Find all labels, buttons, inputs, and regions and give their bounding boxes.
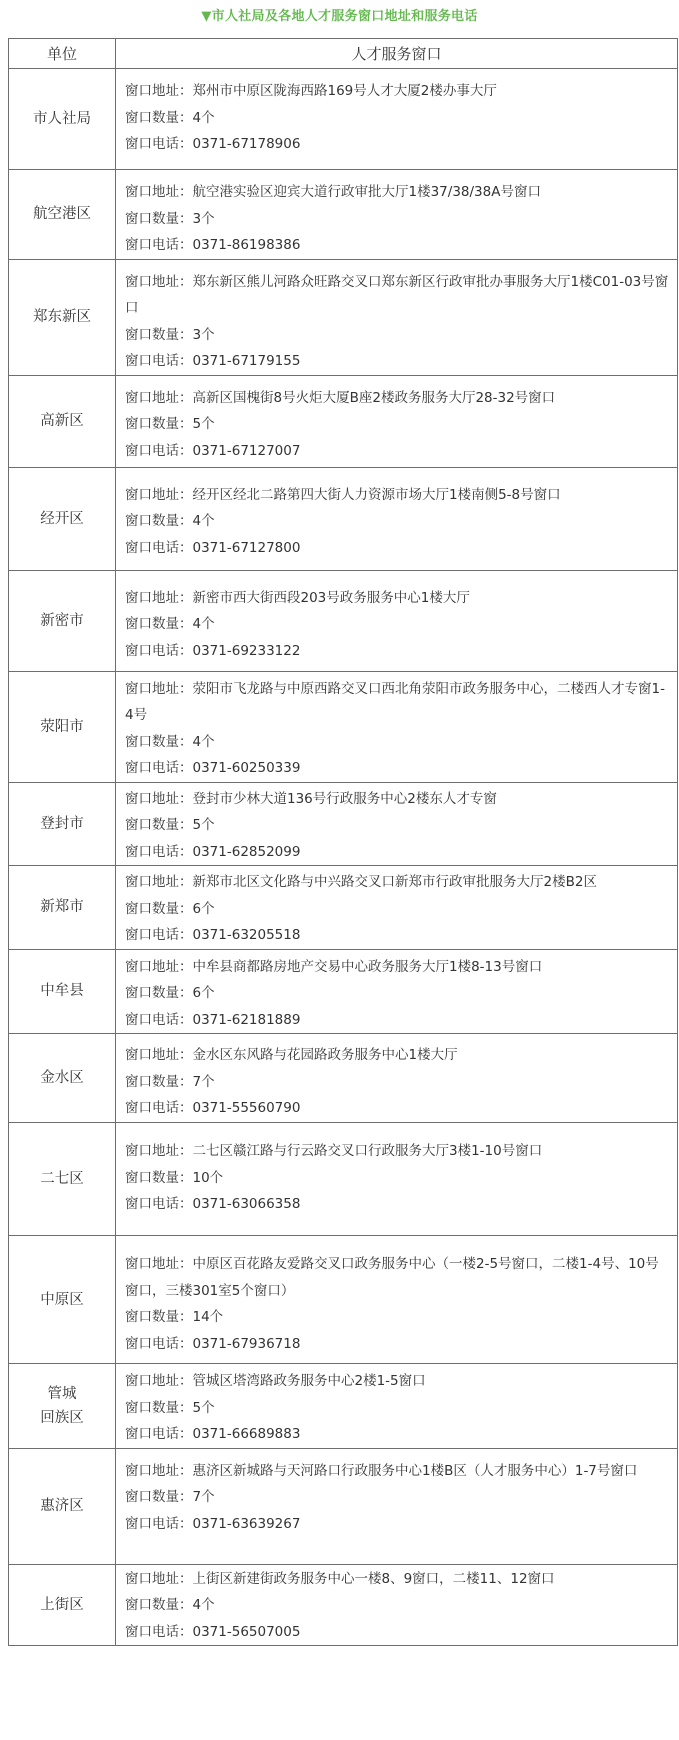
window-address-value: 新密市西大街西段203号政务服务中心1楼大厅: [192, 589, 470, 606]
window-count-label: 窗口数量：: [125, 1399, 193, 1416]
window-info-cell: [116, 69, 678, 170]
unit-name: 郑东新区: [33, 309, 91, 325]
window-address-value: 惠济区新城路与天河路口行政服务中心1楼B区（人才服务中心）1-7号窗口: [192, 1462, 638, 1479]
table-row: [9, 69, 678, 170]
window-phone-label: 窗口电话：: [125, 642, 193, 659]
window-info-cell: [116, 1564, 678, 1646]
window-count-value: 4个: [192, 109, 215, 126]
window-count: [125, 105, 669, 132]
window-count-label: 窗口数量：: [125, 1073, 193, 1090]
window-address-value: 中牟县商都路房地产交易中心政务服务大厅1楼8-13号窗口: [192, 958, 543, 975]
window-address-label: 窗口地址：: [125, 1373, 193, 1389]
window-phone-label: 窗口电话：: [125, 927, 193, 943]
window-phone: [125, 232, 669, 259]
window-address: [125, 482, 669, 509]
window-phone: [125, 638, 669, 665]
window-address-value: 高新区国槐街8号火炬大厦B座2楼政务服务大厅28-32号窗口: [192, 389, 556, 406]
window-count-value: 4个: [192, 1597, 215, 1613]
window-address-label: 窗口地址：: [125, 1462, 193, 1479]
table-row: [9, 782, 678, 866]
unit-name: 二七区: [40, 1171, 84, 1187]
window-count: [125, 729, 669, 756]
window-info-cell: [116, 671, 678, 782]
window-count-value: 7个: [192, 1489, 215, 1505]
window-phone: [125, 438, 669, 465]
window-count-value: 3个: [192, 210, 215, 227]
window-phone-label: 窗口电话：: [125, 136, 193, 152]
window-address: [125, 78, 669, 105]
unit-name: 新郑市: [40, 899, 84, 916]
window-phone-label: 窗口电话：: [125, 1623, 193, 1640]
window-count-label: 窗口数量：: [125, 733, 193, 750]
window-address-value: 中原区百花路友爱路交叉口政务服务中心（一楼2-5号窗口，二楼1-4号、10号窗口，三楼301室5个窗口）: [125, 1256, 659, 1299]
window-phone-value: 0371-69233122: [192, 642, 301, 659]
window-info-cell: [116, 1123, 678, 1236]
unit-name-line2: 回族区: [40, 1409, 84, 1426]
table-row: [9, 671, 678, 782]
window-phone-value: 0371-67127800: [192, 539, 301, 556]
unit-cell: [9, 1123, 116, 1236]
table-row: [9, 1034, 678, 1123]
window-phone-value: 0371-60250339: [192, 760, 301, 776]
window-info-cell: [116, 570, 678, 671]
window-count-label: 窗口数量：: [125, 1489, 193, 1505]
table-row: [9, 467, 678, 570]
unit-name: 新密市: [40, 612, 84, 629]
window-phone-value: 0371-63639267: [192, 1515, 301, 1532]
window-address: [125, 1138, 669, 1165]
window-phone-value: 0371-62852099: [192, 843, 301, 860]
window-count: [125, 322, 669, 349]
unit-cell: [9, 949, 116, 1034]
window-count-label: 窗口数量：: [125, 616, 193, 632]
window-info-cell: [116, 1364, 678, 1449]
unit-name: 上街区: [40, 1596, 84, 1613]
window-phone: [125, 755, 669, 782]
window-count: [125, 812, 669, 839]
window-phone: [125, 535, 669, 562]
table-row: [9, 259, 678, 375]
window-phone: [125, 1331, 669, 1358]
window-address-label: 窗口地址：: [125, 958, 193, 975]
unit-name: 登封市: [40, 815, 84, 832]
table-row: [9, 1448, 678, 1564]
window-phone-value: 0371-62181889: [192, 1011, 301, 1028]
window-count: [125, 508, 669, 535]
service-window-table: [8, 38, 678, 1646]
window-address-label: 窗口地址：: [125, 1143, 193, 1159]
window-count: [125, 1304, 669, 1331]
table-row: [9, 949, 678, 1034]
table-row: [9, 170, 678, 260]
window-phone-value: 0371-63066358: [192, 1196, 301, 1212]
window-count-value: 4个: [192, 616, 215, 632]
window-address: [125, 786, 669, 813]
window-address-value: 郑东新区熊儿河路众旺路交叉口郑东新区行政审批办事服务大厅1楼C01-03号窗口: [125, 273, 669, 316]
unit-name: 市人社局: [33, 111, 91, 127]
window-phone-value: 0371-67936718: [192, 1335, 301, 1352]
window-address-value: 新郑市北区文化路与中兴路交叉口新郑市行政审批服务大厅2楼B2区: [192, 874, 597, 890]
unit-cell: [9, 69, 116, 170]
window-phone: [125, 1191, 669, 1218]
window-count-label: 窗口数量：: [125, 1597, 193, 1613]
window-phone: [125, 348, 669, 375]
window-address: [125, 1042, 669, 1069]
window-address: [125, 1566, 669, 1593]
window-phone-value: 0371-55560790: [192, 1100, 301, 1116]
window-phone-label: 窗口电话：: [125, 1196, 193, 1212]
window-phone-value: 0371-56507005: [192, 1623, 301, 1640]
window-count-label: 窗口数量：: [125, 817, 193, 833]
header-window: 人才服务窗口: [116, 39, 678, 69]
window-count: [125, 1484, 669, 1511]
window-address-label: 窗口地址：: [125, 389, 193, 406]
window-count-value: 4个: [192, 513, 215, 529]
unit-name: 中原区: [40, 1291, 84, 1308]
window-address-label: 窗口地址：: [125, 680, 193, 697]
page-title: ▼市人社局及各地人才服务窗口地址和服务电话: [201, 9, 478, 24]
window-count-label: 窗口数量：: [125, 985, 193, 1001]
window-count-label: 窗口数量：: [125, 900, 193, 917]
window-count-value: 5个: [192, 1399, 215, 1416]
window-phone-label: 窗口电话：: [125, 843, 193, 860]
table-row: [9, 866, 678, 950]
window-address: [125, 954, 669, 981]
window-address: [125, 179, 669, 206]
window-phone-value: 0371-67178906: [192, 136, 301, 152]
window-address: [125, 676, 669, 729]
unit-cell: [9, 375, 116, 467]
window-address-label: 窗口地址：: [125, 1047, 193, 1063]
window-phone-value: 0371-67179155: [192, 353, 301, 369]
unit-cell: [9, 1564, 116, 1646]
window-address-value: 登封市少林大道136号行政服务中心2楼东人才专窗: [192, 790, 497, 807]
unit-name: 荥阳市: [40, 718, 84, 735]
unit-cell: [9, 570, 116, 671]
unit-name: 金水区: [40, 1070, 84, 1086]
window-phone-value: 0371-86198386: [192, 237, 301, 253]
table-body: [9, 69, 678, 1646]
table-row: [9, 1123, 678, 1236]
window-address-label: 窗口地址：: [125, 273, 193, 290]
window-count-label: 窗口数量：: [125, 1309, 193, 1325]
window-count-value: 5个: [192, 416, 215, 432]
unit-cell: [9, 170, 116, 260]
window-count-label: 窗口数量：: [125, 513, 193, 529]
window-phone-label: 窗口电话：: [125, 353, 193, 369]
window-phone: [125, 1619, 669, 1646]
window-count: [125, 1165, 669, 1192]
table-row: [9, 1364, 678, 1449]
window-address-value: 上街区新建街政务服务中心一楼8、9窗口，二楼11、12窗口: [192, 1570, 555, 1587]
window-info-cell: [116, 467, 678, 570]
window-phone-label: 窗口电话：: [125, 442, 193, 459]
window-phone-label: 窗口电话：: [125, 1011, 193, 1028]
table-header-row: [9, 39, 678, 69]
window-count-label: 窗口数量：: [125, 1169, 193, 1186]
window-address: [125, 1368, 669, 1395]
table-row: [9, 570, 678, 671]
window-address: [125, 869, 669, 896]
window-count: [125, 1395, 669, 1422]
window-phone-value: 0371-67127007: [192, 442, 301, 459]
header-unit: 单位: [9, 39, 116, 69]
window-address-value: 管城区塔湾路政务服务中心2楼1-5窗口: [192, 1373, 426, 1389]
window-address-label: 窗口地址：: [125, 874, 193, 890]
window-count-label: 窗口数量：: [125, 210, 193, 227]
window-count: [125, 896, 669, 923]
window-info-cell: [116, 866, 678, 950]
window-address: [125, 385, 669, 412]
unit-cell: [9, 259, 116, 375]
unit-cell: [9, 467, 116, 570]
window-address: [125, 1458, 669, 1485]
unit-name: 航空港区: [33, 206, 91, 223]
window-address-label: 窗口地址：: [125, 1256, 193, 1272]
window-address-value: 经开区经北二路第四大街人力资源市场大厅1楼南侧5-8号窗口: [192, 486, 561, 503]
window-info-cell: [116, 1034, 678, 1123]
window-address-value: 金水区东风路与花园路政务服务中心1楼大厅: [192, 1047, 458, 1063]
window-phone: [125, 839, 669, 866]
window-count-value: 3个: [192, 326, 215, 343]
unit-cell: [9, 782, 116, 866]
unit-cell: [9, 866, 116, 950]
unit-name-line1: 管城: [47, 1385, 77, 1402]
window-phone-label: 窗口电话：: [125, 760, 193, 776]
unit-name: 经开区: [40, 510, 84, 527]
window-phone-label: 窗口电话：: [125, 1426, 193, 1442]
window-address-value: 荥阳市飞龙路与中原西路交叉口西北角荥阳市政务服务中心，二楼西人才专窗1-4号: [125, 680, 665, 723]
window-address-label: 窗口地址：: [125, 184, 193, 200]
window-phone-value: 0371-66689883: [192, 1426, 301, 1442]
window-info-cell: [116, 782, 678, 866]
window-phone: [125, 1007, 669, 1034]
window-phone-value: 0371-63205518: [192, 927, 301, 943]
window-count-label: 窗口数量：: [125, 109, 193, 126]
window-count-value: 14个: [192, 1309, 224, 1325]
window-info-cell: [116, 1448, 678, 1564]
window-address: [125, 269, 669, 322]
window-info-cell: [116, 375, 678, 467]
window-address-label: 窗口地址：: [125, 1570, 193, 1587]
window-info-cell: [116, 1236, 678, 1364]
window-count: [125, 980, 669, 1007]
unit-cell: [9, 671, 116, 782]
window-address-value: 郑州市中原区陇海西路169号人才大厦2楼办事大厅: [192, 83, 497, 99]
window-count: [125, 411, 669, 438]
unit-cell: [9, 1236, 116, 1364]
window-phone: [125, 1095, 669, 1122]
unit-name: 高新区: [40, 413, 84, 429]
window-count-value: 5个: [192, 817, 215, 833]
window-info-cell: [116, 949, 678, 1034]
window-count: [125, 206, 669, 233]
window-phone-label: 窗口电话：: [125, 1515, 193, 1532]
window-phone: [125, 1421, 669, 1448]
window-count: [125, 1069, 669, 1096]
table-row: [9, 1236, 678, 1364]
window-count-value: 6个: [192, 985, 215, 1001]
window-count-value: 10个: [192, 1169, 224, 1186]
window-address: [125, 1251, 669, 1304]
window-info-cell: [116, 259, 678, 375]
table-row: [9, 375, 678, 467]
window-info-cell: [116, 170, 678, 260]
window-count-value: 6个: [192, 900, 215, 917]
window-address-label: 窗口地址：: [125, 83, 193, 99]
window-count-value: 4个: [192, 733, 215, 750]
unit-name: 中牟县: [40, 983, 84, 1000]
window-address-label: 窗口地址：: [125, 589, 193, 606]
window-phone-label: 窗口电话：: [125, 539, 193, 556]
window-phone: [125, 1511, 669, 1538]
window-phone-label: 窗口电话：: [125, 1335, 193, 1352]
unit-cell: [9, 1448, 116, 1564]
window-address-label: 窗口地址：: [125, 790, 193, 807]
window-count-value: 7个: [192, 1073, 215, 1090]
window-address-label: 窗口地址：: [125, 486, 193, 503]
window-count-label: 窗口数量：: [125, 326, 193, 343]
window-phone: [125, 131, 669, 158]
table-row: [9, 1564, 678, 1646]
unit-cell: [9, 1364, 116, 1449]
window-count-label: 窗口数量：: [125, 416, 193, 432]
window-phone: [125, 922, 669, 949]
window-phone-label: 窗口电话：: [125, 237, 193, 253]
unit-name: 惠济区: [40, 1498, 84, 1514]
window-address-value: 航空港实验区迎宾大道行政审批大厅1楼37/38/38A号窗口: [192, 184, 541, 200]
unit-cell: [9, 1034, 116, 1123]
window-address: [125, 585, 669, 612]
window-address-value: 二七区赣江路与行云路交叉口行政服务大厅3楼1-10号窗口: [192, 1143, 543, 1159]
window-phone-label: 窗口电话：: [125, 1100, 193, 1116]
window-count: [125, 611, 669, 638]
window-count: [125, 1592, 669, 1619]
